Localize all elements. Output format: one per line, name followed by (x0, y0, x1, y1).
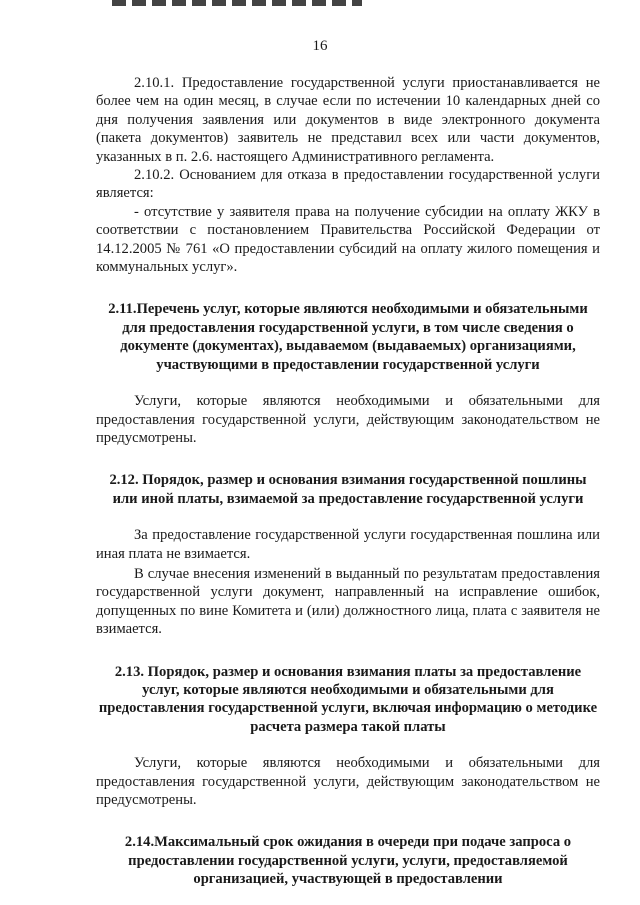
heading-2-11: 2.11.Перечень услуг, которые являются необходимыми и обязательными для предоставления государственной услуги, в том числе сведения о документе (документах), выдаваемом (выдаваемых) организациями, участвующими в предоставлении государственной услуги (108, 301, 588, 373)
document-body (96, 74, 600, 889)
heading-2-13: 2.13. Порядок, размер и основания взимания платы за предоставление услуг, которые являются необходимыми и обязательными для предоставления государственной услуги, включая информацию о методике расчета размера такой платы (98, 663, 598, 735)
heading-2-12: 2.12. Порядок, размер и основания взимания государственной пошлины или иной платы, взимаемой за предоставление государственной услуги (109, 472, 587, 507)
page-number: 16 (312, 38, 328, 54)
scan-artifact-strip (112, 0, 362, 6)
paragraph-2-10-2-item: - отсутствие у заявителя права на получение субсидии на оплату ЖКУ в соответствии с постановлением Правительства Российской Федерации от 14.12.2005 № 761 «О предоставлении субсидий на оплату жилого помещения и коммунальных услуг». (96, 203, 600, 276)
paragraph-2-12-b: В случае внесения изменений в выданный по результатам предоставления государственной услуги документ, направленный на исправление ошибок, допущенных по вине Комитета и (или) должностного лица, плата с заявителя не взимается. (96, 565, 600, 638)
heading-2-14: 2.14.Максимальный срок ожидания в очереди при подаче запроса о предоставлении государственной услуги, услуги, предоставляемой организацией, участвующей в предоставлении (124, 834, 572, 888)
paragraph-2-13: Услуги, которые являются необходимыми и обязательными для предоставления государственной услуги, действующим законодательством не предусмотрены. (96, 755, 600, 808)
paragraph-2-12-a: За предоставление государственной услуги государственная пошлина или иная плата не взимается. (96, 527, 600, 562)
paragraph-2-10-1: 2.10.1. Предоставление государственной услуги приостанавливается не более чем на один месяц, в случае если по истечении 10 календарных дней со дня получения заявления или документов в виде электронного документа (пакета документов) заявитель не представил всех или части документов, указанных в п. 2.6. настоящего Административного регламента. (96, 75, 600, 165)
paragraph-2-10-2: 2.10.2. Основанием для отказа в предоставлении государственной услуги является: (96, 167, 600, 202)
paragraph-2-11: Услуги, которые являются необходимыми и обязательными для предоставления государственной услуги, действующим законодательством не предусмотрены. (96, 393, 600, 446)
